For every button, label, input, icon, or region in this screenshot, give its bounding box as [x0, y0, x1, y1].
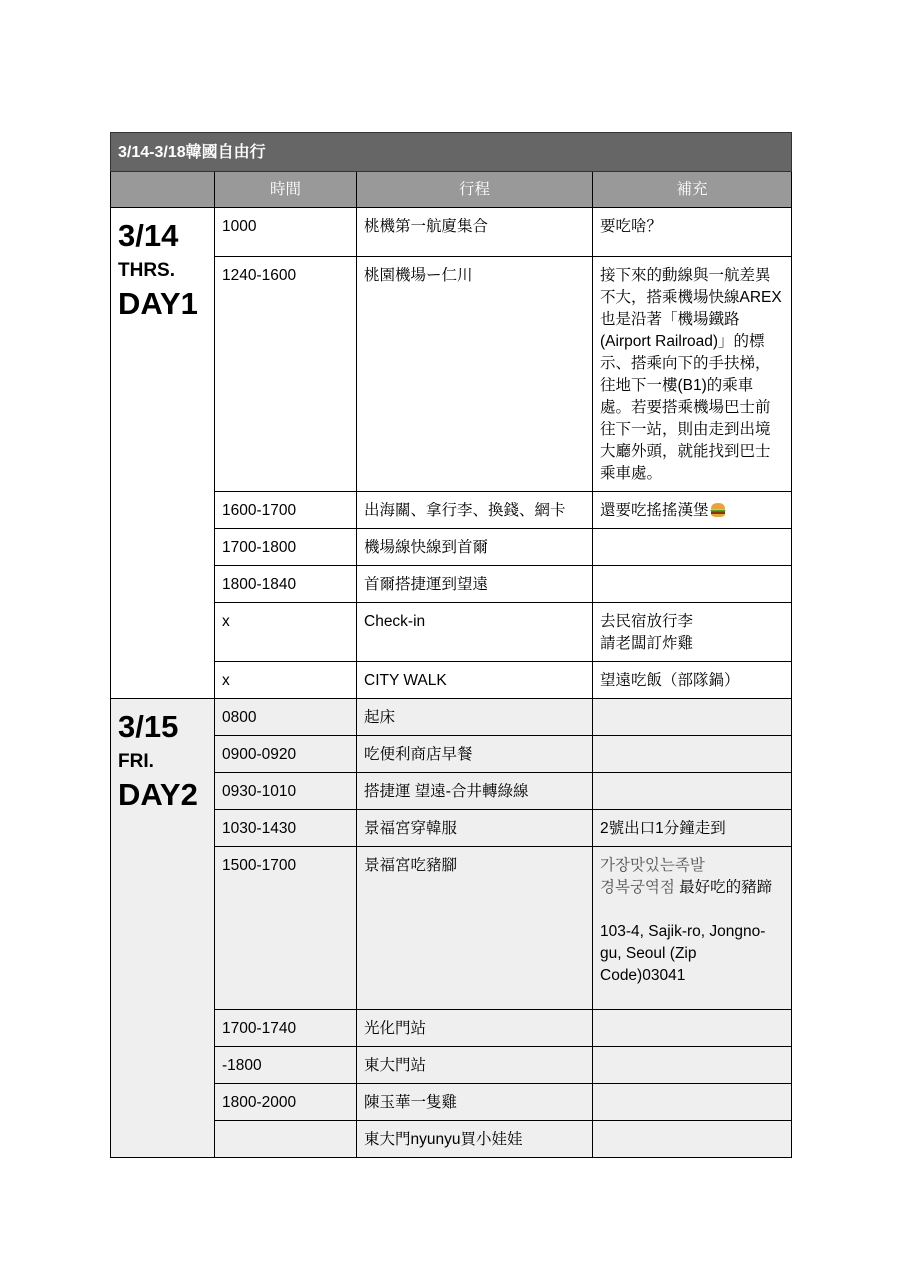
header-itinerary: 行程 [357, 172, 593, 208]
note-cell: 接下來的動線與一航差異不大，搭乘機場快線AREX也是沿著「機場鐵路(Airport Railroad)」的標示、搭乘向下的手扶梯，往地下一樓(B1)的乘車處。若要搭乘機場巴士前往下一站，則由走到出境大廳外頭，就能找到巴士乘車處。 [593, 257, 792, 492]
table-title-row [111, 133, 792, 172]
time-cell: x [215, 603, 357, 662]
itinerary-table [110, 132, 792, 1158]
day2-label-cell [111, 699, 215, 1158]
time-cell: 1600-1700 [215, 492, 357, 529]
day2-weekday: FRI. [118, 751, 154, 772]
note-cell: 去民宿放行李 請老闆訂炸雞 [593, 603, 792, 662]
time-cell: 1800-2000 [215, 1084, 357, 1121]
itinerary-cell: 吃便利商店早餐 [357, 736, 593, 773]
table-row [111, 699, 792, 736]
itinerary-cell: 桃機第一航廈集合 [357, 208, 593, 257]
time-cell: 1240-1600 [215, 257, 357, 492]
day2-day-label: DAY2 [118, 777, 198, 812]
day1-weekday: THRS. [118, 260, 175, 281]
time-cell: 1700-1800 [215, 529, 357, 566]
note-cell [593, 566, 792, 603]
day1-label-cell [111, 208, 215, 699]
day2-date: 3/15 [118, 709, 179, 744]
note-cell: 望遠吃飯（部隊鍋） [593, 662, 792, 699]
table-title: 3/14-3/18韓國自由行 [111, 133, 792, 172]
header-row [111, 172, 792, 208]
itinerary-cell: 出海關、拿行李、換錢、網卡 [357, 492, 593, 529]
itinerary-cell: 東大門站 [357, 1047, 593, 1084]
header-notes: 補充 [593, 172, 792, 208]
korean-restaurant-name: 가장맛있는족발 경복궁역점 [600, 857, 705, 896]
itinerary-cell: 光化門站 [357, 1010, 593, 1047]
header-empty [111, 172, 215, 208]
note-cell [593, 529, 792, 566]
time-cell: 1500-1700 [215, 847, 357, 1010]
table-row [111, 208, 792, 257]
itinerary-cell: 景福宮吃豬腳 [357, 847, 593, 1010]
note-text: 最好吃的豬蹄 [674, 879, 773, 896]
time-cell: 1700-1740 [215, 1010, 357, 1047]
note-cell [593, 1010, 792, 1047]
day1-day-label: DAY1 [118, 286, 198, 321]
itinerary-cell: CITY WALK [357, 662, 593, 699]
time-cell: 0930-1010 [215, 773, 357, 810]
itinerary-cell: 起床 [357, 699, 593, 736]
itinerary-cell: Check-in [357, 603, 593, 662]
note-cell: 2號出口1分鐘走到 [593, 810, 792, 847]
note-cell [593, 1084, 792, 1121]
note-cell: 要吃啥？ [593, 208, 792, 257]
time-cell: 0900-0920 [215, 736, 357, 773]
note-cell [593, 736, 792, 773]
day1-date: 3/14 [118, 218, 179, 253]
itinerary-cell: 機場線快線到首爾 [357, 529, 593, 566]
note-cell [593, 1047, 792, 1084]
header-time: 時間 [215, 172, 357, 208]
itinerary-cell: 陳玉華一隻雞 [357, 1084, 593, 1121]
note-cell [593, 1121, 792, 1158]
itinerary-cell: 景福宮穿韓服 [357, 810, 593, 847]
itinerary-cell: 東大門nyunyu買小娃娃 [357, 1121, 593, 1158]
hamburger-icon [710, 503, 726, 517]
note-text: 還要吃搖搖漢堡 [600, 502, 709, 519]
time-cell: 1800-1840 [215, 566, 357, 603]
time-cell [215, 1121, 357, 1158]
time-cell: -1800 [215, 1047, 357, 1084]
time-cell: 1030-1430 [215, 810, 357, 847]
itinerary-cell: 首爾搭捷運到望遠 [357, 566, 593, 603]
restaurant-address: 103-4, Sajik-ro, Jongno-gu, Seoul (Zip Code)03041 [600, 923, 766, 984]
note-cell [593, 847, 792, 1010]
time-cell: x [215, 662, 357, 699]
itinerary-cell: 搭捷運 望遠-合井轉綠線 [357, 773, 593, 810]
note-cell [593, 773, 792, 810]
note-cell [593, 492, 792, 529]
itinerary-cell: 桃園機場ー仁川 [357, 257, 593, 492]
time-cell: 0800 [215, 699, 357, 736]
time-cell: 1000 [215, 208, 357, 257]
note-cell [593, 699, 792, 736]
